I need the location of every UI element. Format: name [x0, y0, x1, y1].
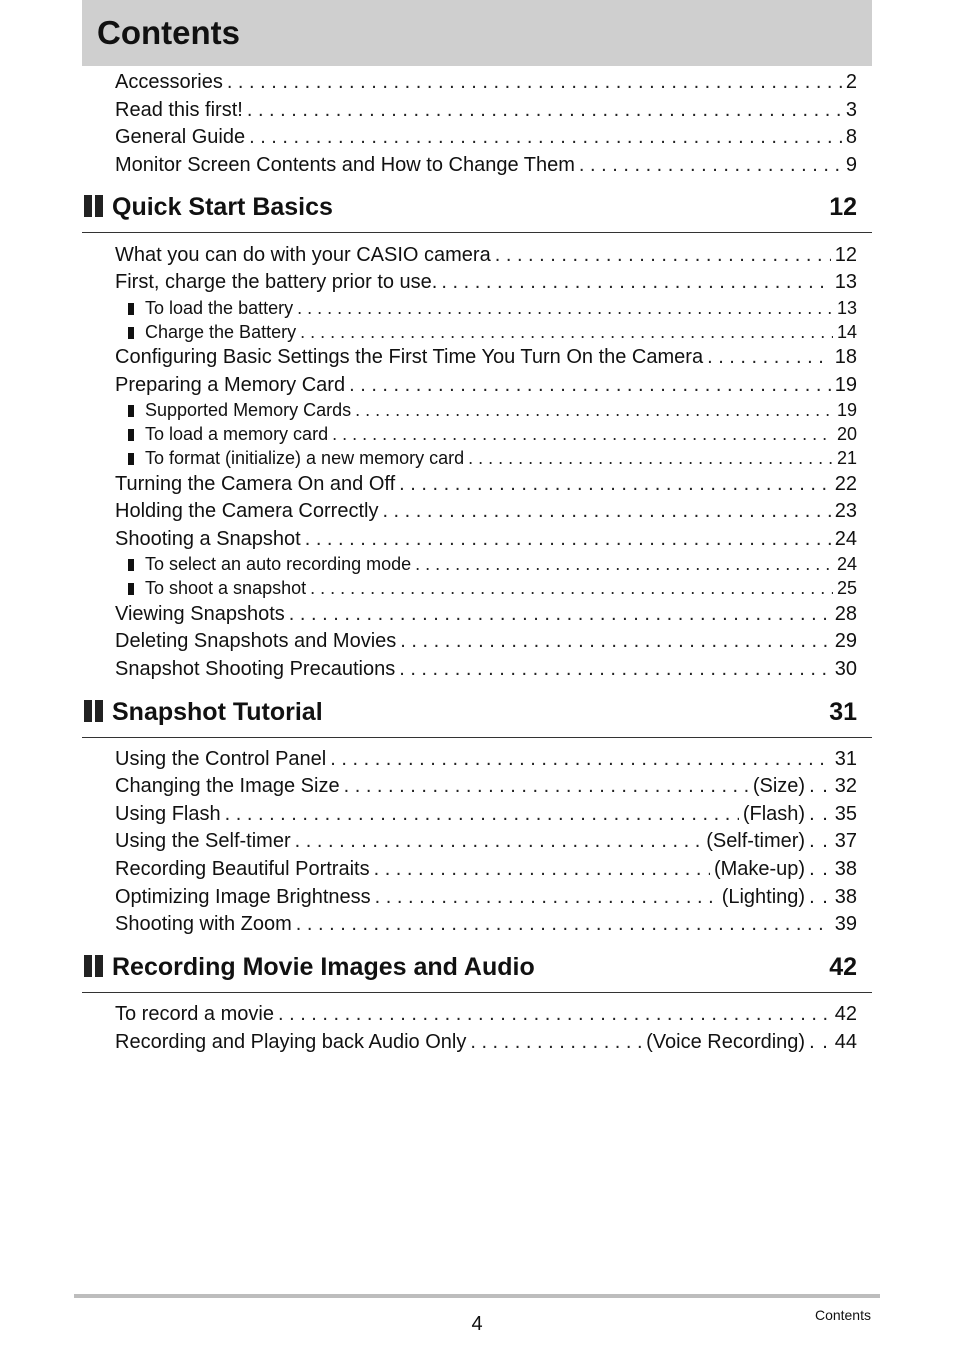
toc-entry[interactable]	[115, 774, 857, 798]
dot-leader	[227, 70, 842, 94]
toc-entry-page: 28	[834, 603, 857, 625]
toc-entry-page: 18	[834, 346, 857, 368]
dot-leader	[400, 629, 830, 653]
toc-entry-label: Optimizing Image Brightness	[115, 886, 371, 908]
bullet-icon	[128, 583, 134, 595]
dot-leader	[375, 885, 718, 909]
dot-leader	[249, 125, 842, 149]
toc-entry[interactable]	[115, 885, 857, 909]
dot-leader	[470, 1030, 642, 1054]
dot-leader: . .	[809, 886, 829, 908]
bullet-icon	[128, 303, 134, 315]
section-title: Recording Movie Images and Audio	[112, 953, 535, 981]
toc-entry-label: Charge the Battery	[145, 322, 297, 342]
toc-entry-tag: (Size)	[752, 775, 806, 797]
dot-leader	[415, 553, 833, 575]
toc-entry-label: To format (initialize) a new memory card	[145, 448, 465, 468]
dot-leader: . .	[809, 858, 829, 880]
footer-label: Contents	[814, 1307, 871, 1323]
section-title: Quick Start Basics	[112, 193, 333, 221]
dot-leader	[441, 270, 830, 294]
toc-entry-page: 2	[845, 71, 857, 93]
toc-entry-tag: (Flash)	[742, 803, 806, 825]
toc-entry-tag: (Lighting)	[721, 886, 806, 908]
toc-entry-label: To select an auto recording mode	[145, 554, 412, 574]
dot-leader: . .	[809, 830, 829, 852]
toc-entry-label: Using the Self-timer	[115, 830, 291, 852]
bullet-icon	[128, 429, 134, 441]
toc-entry[interactable]	[115, 153, 857, 177]
section-heading[interactable]	[82, 192, 872, 233]
dot-leader: . .	[809, 775, 829, 797]
dot-leader	[382, 499, 830, 523]
bullet-icon	[128, 327, 134, 339]
toc-subentry[interactable]	[128, 423, 857, 445]
toc-entry-tag: (Self-timer)	[706, 830, 806, 852]
toc-subentry[interactable]	[128, 553, 857, 575]
toc-entry[interactable]	[115, 857, 857, 881]
toc-entry[interactable]	[115, 243, 857, 267]
dot-leader	[349, 373, 831, 397]
dot-leader	[355, 399, 833, 421]
dot-leader: . .	[809, 1031, 829, 1053]
toc-entry-page: 13	[836, 298, 857, 318]
toc-entry-label: Shooting a Snapshot	[115, 528, 301, 550]
toc-entry-page: 38	[834, 886, 857, 908]
dot-leader	[289, 602, 831, 626]
toc-entry-label: Using the Control Panel	[115, 748, 327, 770]
dot-leader	[579, 153, 842, 177]
dot-leader	[296, 912, 831, 936]
toc-entry-page: 42	[834, 1003, 857, 1025]
dot-leader	[707, 345, 831, 369]
toc-entry[interactable]	[115, 912, 857, 936]
toc-entry-page: 35	[834, 803, 857, 825]
toc-entry-tag: (Voice Recording)	[646, 1031, 806, 1053]
toc-entry-label: Read this first!	[115, 99, 243, 121]
toc-entry-page: 38	[834, 858, 857, 880]
toc-entry-page: 19	[836, 400, 857, 420]
dot-leader	[399, 657, 831, 681]
section-marker-icon	[84, 955, 104, 977]
toc-entry[interactable]	[115, 629, 857, 653]
page-title: Contents	[97, 14, 240, 51]
dot-leader: . .	[809, 803, 829, 825]
dot-leader	[225, 802, 739, 826]
toc-entry-label: Accessories	[115, 71, 223, 93]
dot-leader	[297, 297, 833, 319]
toc-entry-page: 19	[834, 374, 857, 396]
toc-entry-label: Holding the Camera Correctly	[115, 500, 379, 522]
toc-entry-label: Recording and Playing back Audio Only	[115, 1031, 467, 1053]
toc-entry[interactable]	[115, 527, 857, 551]
toc-entry[interactable]	[115, 747, 857, 771]
toc-entry-page: 12	[834, 244, 857, 266]
section-page: 42	[829, 953, 857, 981]
toc-entry-label: To shoot a snapshot	[145, 578, 307, 598]
dot-leader	[278, 1002, 831, 1026]
dot-leader	[399, 472, 831, 496]
section-heading[interactable]	[82, 952, 872, 993]
toc-subentry[interactable]	[128, 321, 857, 343]
dot-leader	[344, 774, 749, 798]
toc-entry-label: Changing the Image Size	[115, 775, 340, 797]
dot-leader	[300, 321, 833, 343]
section-marker-icon	[84, 195, 104, 217]
toc-entry-page: 14	[836, 322, 857, 342]
section-title: Snapshot Tutorial	[112, 698, 323, 726]
section-heading[interactable]	[82, 697, 872, 738]
toc-entry-page: 32	[834, 775, 857, 797]
toc-entry-label: Viewing Snapshots	[115, 603, 285, 625]
toc-entry-tag: (Make-up)	[713, 858, 806, 880]
toc-entry[interactable]	[115, 657, 857, 681]
toc-entry[interactable]	[115, 499, 857, 523]
toc-entry-label: First, charge the battery prior to use.	[115, 271, 438, 293]
toc-subentry[interactable]	[128, 447, 857, 469]
toc-entry-page: 23	[834, 500, 857, 522]
toc-entry-label: Snapshot Shooting Precautions	[115, 658, 396, 680]
bullet-icon	[128, 405, 134, 417]
toc-entry-page: 24	[834, 528, 857, 550]
toc-entry[interactable]	[115, 125, 857, 149]
toc-subentry[interactable]	[128, 577, 857, 599]
toc-entry-label: Monitor Screen Contents and How to Change Them	[115, 154, 575, 176]
page-header	[82, 0, 872, 66]
toc-entry-label: General Guide	[115, 126, 246, 148]
toc-entry-page: 37	[834, 830, 857, 852]
toc-entry-page: 9	[845, 154, 857, 176]
toc-entry-label: Deleting Snapshots and Movies	[115, 630, 397, 652]
toc-entry[interactable]	[115, 602, 857, 626]
toc-entry-label: Preparing a Memory Card	[115, 374, 346, 396]
toc-entry-page: 22	[834, 473, 857, 495]
toc-entry-label: Using Flash	[115, 803, 221, 825]
toc-entry-label: To load a memory card	[145, 424, 329, 444]
toc-entry[interactable]	[115, 98, 857, 122]
toc-entry[interactable]	[115, 345, 857, 369]
toc-entry-page: 3	[845, 99, 857, 121]
toc-entry-page: 30	[834, 658, 857, 680]
toc-entry-label: Shooting with Zoom	[115, 913, 292, 935]
dot-leader	[295, 829, 703, 853]
dot-leader	[247, 98, 842, 122]
toc-entry-page: 13	[834, 271, 857, 293]
dot-leader	[495, 243, 831, 267]
toc-entry-page: 24	[836, 554, 857, 574]
toc-entry[interactable]	[115, 829, 857, 853]
toc-entry-page: 44	[834, 1031, 857, 1053]
toc-entry-page: 8	[845, 126, 857, 148]
section-page: 12	[829, 193, 857, 221]
footer-divider	[74, 1294, 880, 1298]
dot-leader	[305, 527, 831, 551]
toc-entry[interactable]	[115, 472, 857, 496]
toc-entry-label: Supported Memory Cards	[145, 400, 352, 420]
dot-leader	[332, 423, 833, 445]
dot-leader	[468, 447, 833, 469]
dot-leader	[330, 747, 831, 771]
section-page: 31	[829, 698, 857, 726]
toc-entry-label: To load the battery	[145, 298, 294, 318]
toc-entry[interactable]	[115, 1002, 857, 1026]
toc-entry-label: Recording Beautiful Portraits	[115, 858, 370, 880]
toc-entry-page: 21	[836, 448, 857, 468]
toc-entry[interactable]	[115, 373, 857, 397]
toc-entry-page: 31	[834, 748, 857, 770]
toc-entry-page: 29	[834, 630, 857, 652]
toc-entry[interactable]	[115, 270, 857, 294]
toc-entry-label: Configuring Basic Settings the First Time You Turn On the Camera	[115, 346, 704, 368]
section-marker-icon	[84, 700, 104, 722]
bullet-icon	[128, 559, 134, 571]
toc-subentry[interactable]	[128, 297, 857, 319]
footer-page-number: 4	[471, 1313, 483, 1335]
toc-entry[interactable]	[115, 802, 857, 826]
toc-entry[interactable]	[115, 70, 857, 94]
toc-subentry[interactable]	[128, 399, 857, 421]
toc-entry-label: Turning the Camera On and Off	[115, 473, 396, 495]
toc-entry-page: 20	[836, 424, 857, 444]
toc-entry-page: 39	[834, 913, 857, 935]
bullet-icon	[128, 453, 134, 465]
dot-leader	[374, 857, 710, 881]
toc-entry-label: To record a movie	[115, 1003, 274, 1025]
dot-leader	[310, 577, 833, 599]
toc-entry[interactable]	[115, 1030, 857, 1054]
toc-entry-page: 25	[836, 578, 857, 598]
toc-entry-label: What you can do with your CASIO camera	[115, 244, 491, 266]
